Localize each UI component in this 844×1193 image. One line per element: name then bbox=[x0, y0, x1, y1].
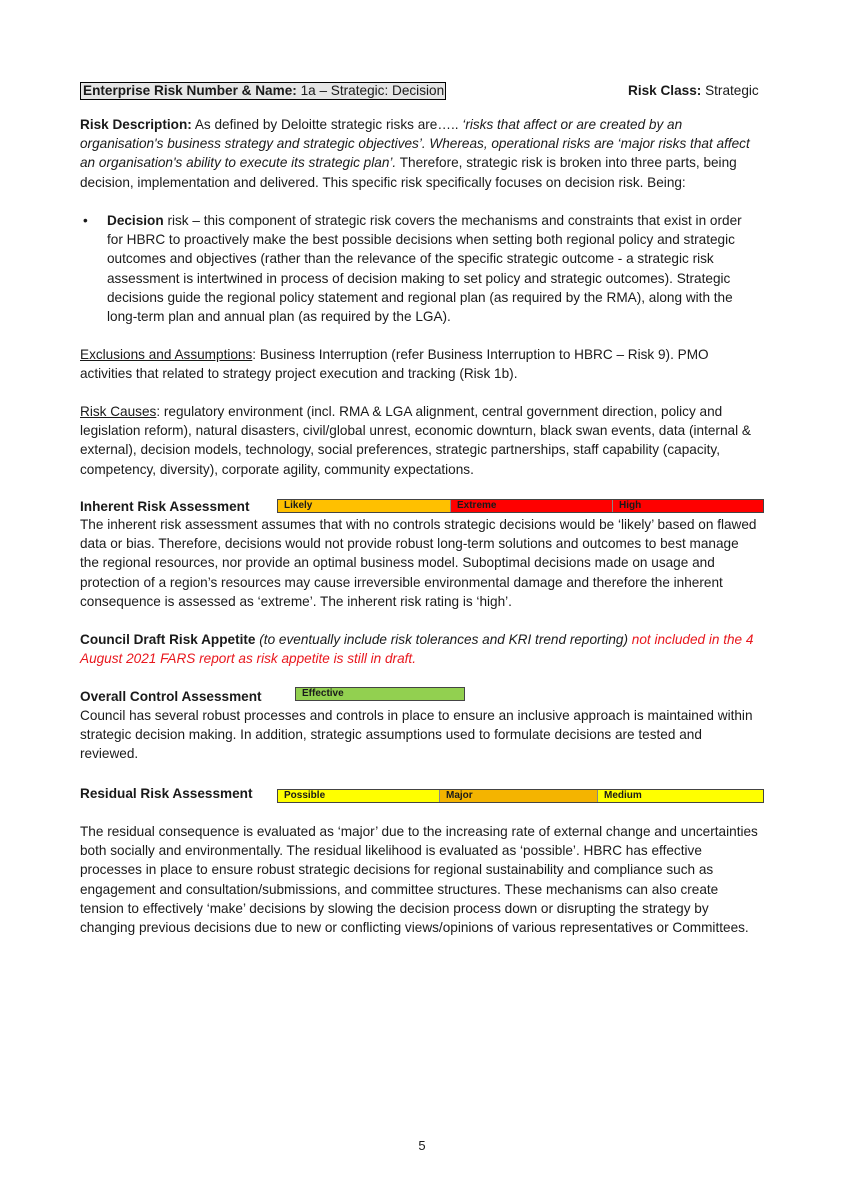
risk-number-value: 1a – Strategic: Decision bbox=[300, 83, 445, 98]
risk-appetite-draft-note: not included in the 4 August 2021 FARS report as risk appetite is still in draft. bbox=[80, 632, 754, 667]
inherent-consequence: Extreme bbox=[450, 500, 612, 512]
risk-description bbox=[80, 115, 760, 192]
risk-causes-text: : regulatory environment (incl. RMA & LGA alignment, central government direction, policy and legislation reform), natural disasters, civil/global unrest, economic downturn, black swan events, data (internal & external), decision models, technology, social preferences, strategic partnerships, staff capability (capacity, competency, diversity), corporate agility, community expectations. bbox=[80, 404, 751, 477]
risk-number-label: Enterprise Risk Number & Name: bbox=[83, 83, 297, 98]
risk-causes bbox=[80, 402, 760, 479]
residual-text: The residual consequence is evaluated as ‘major’ due to the increasing rate of external change and uncertainties both socially and environmentally. The residual likelihood is evaluated as ‘possible’. HBRC has effective processes in place to ensure robust strategic decisions for regional sustainability and compliance such as engagement and consultation/submissions, and committee structures. These mechanisms can also create tension to effectively ‘make’ decisions by slowing the decision process down or disrupting the strategy by changing previous decisions due to new or conflicting views/opinions of various representatives or Committees. bbox=[80, 824, 758, 936]
page-number: 5 bbox=[418, 1138, 426, 1153]
risk-description-intro: As defined by Deloitte strategic risks are….. bbox=[194, 117, 463, 132]
decision-bullet-title: Decision bbox=[107, 213, 164, 228]
exclusions bbox=[80, 345, 760, 383]
risk-appetite-title: Council Draft Risk Appetite bbox=[80, 632, 256, 647]
risk-causes-label: Risk Causes bbox=[80, 404, 157, 419]
risk-number-box bbox=[80, 82, 446, 100]
decision-bullet bbox=[80, 211, 760, 326]
risk-class-value: Strategic bbox=[705, 83, 759, 98]
risk-description-label: Risk Description: bbox=[80, 117, 192, 132]
residual-title: Residual Risk Assessment bbox=[80, 786, 253, 801]
risk-appetite-note: (to eventually include risk tolerances and KRI trend reporting) bbox=[255, 632, 628, 647]
exclusions-text: : Business Interruption (refer Business Interruption to HBRC – Risk 9). PMO activities that related to strategy project execution and tracking (Risk 1b). bbox=[80, 347, 709, 382]
inherent-rating-bar bbox=[277, 499, 764, 513]
risk-appetite bbox=[80, 630, 760, 668]
decision-bullet-text: risk – this component of strategic risk covers the mechanisms and constraints that exist in order for HBRC to proactively make the best possible decisions when setting both regional policy and strategic outcomes and objectives (rather than the relevance of the specific strategic outcome - a strategic risk assessment is intertwined in process of decision making to set policy and strategic outcomes). Strategic decisions guide the regional policy statement and regional plan (as required by the RMA), along with the long-term plan and annual plan (as required by the LGA). bbox=[107, 213, 742, 325]
residual-likelihood: Possible bbox=[278, 790, 439, 802]
residual-rating-bar bbox=[277, 789, 764, 803]
control-title: Overall Control Assessment bbox=[80, 689, 262, 704]
risk-class-label: Risk Class: bbox=[628, 83, 702, 98]
inherent-text: The inherent risk assessment assumes that with no controls strategic decisions would be ‘likely’ based on flawed data or bias. Therefore, decisions would not provide robust long-term solutions and outcomes to best manage the regional resources, nor provide an optimal business model. Suboptimal decisions made on usage and protection of a region’s resources may cause irreversible environmental damage and therefore the inherent consequence is assessed as ‘extreme’. The inherent risk rating is ‘high’. bbox=[80, 517, 757, 609]
exclusions-label: Exclusions and Assumptions bbox=[80, 347, 253, 362]
control-text: Council has several robust processes and controls in place to ensure an inclusive approach is maintained within strategic decision making. In addition, strategic assumptions used to formulate decisions are tested and reviewed. bbox=[80, 708, 753, 762]
bullet-icon: • bbox=[83, 213, 88, 228]
control-rating: Effective bbox=[296, 688, 464, 700]
risk-class bbox=[628, 82, 759, 100]
control-rating-bar bbox=[295, 687, 465, 701]
residual-consequence: Major bbox=[439, 790, 597, 802]
risk-description-quote: ‘risks that affect or are created by an organisation's business strategy and strategic objectives’. Whereas, operational risks are ‘major risks that affect an organisation's ability to execute its strategic plan’. bbox=[80, 117, 750, 171]
inherent-title: Inherent Risk Assessment bbox=[80, 499, 250, 514]
risk-description-text: Therefore, strategic risk is broken into three parts, being decision, implementation and delivered. This specific risk specifically focuses on decision risk. Being: bbox=[80, 155, 737, 190]
residual-rating: Medium bbox=[597, 790, 763, 802]
inherent-likelihood: Likely bbox=[278, 500, 450, 512]
inherent-rating: High bbox=[612, 500, 763, 512]
